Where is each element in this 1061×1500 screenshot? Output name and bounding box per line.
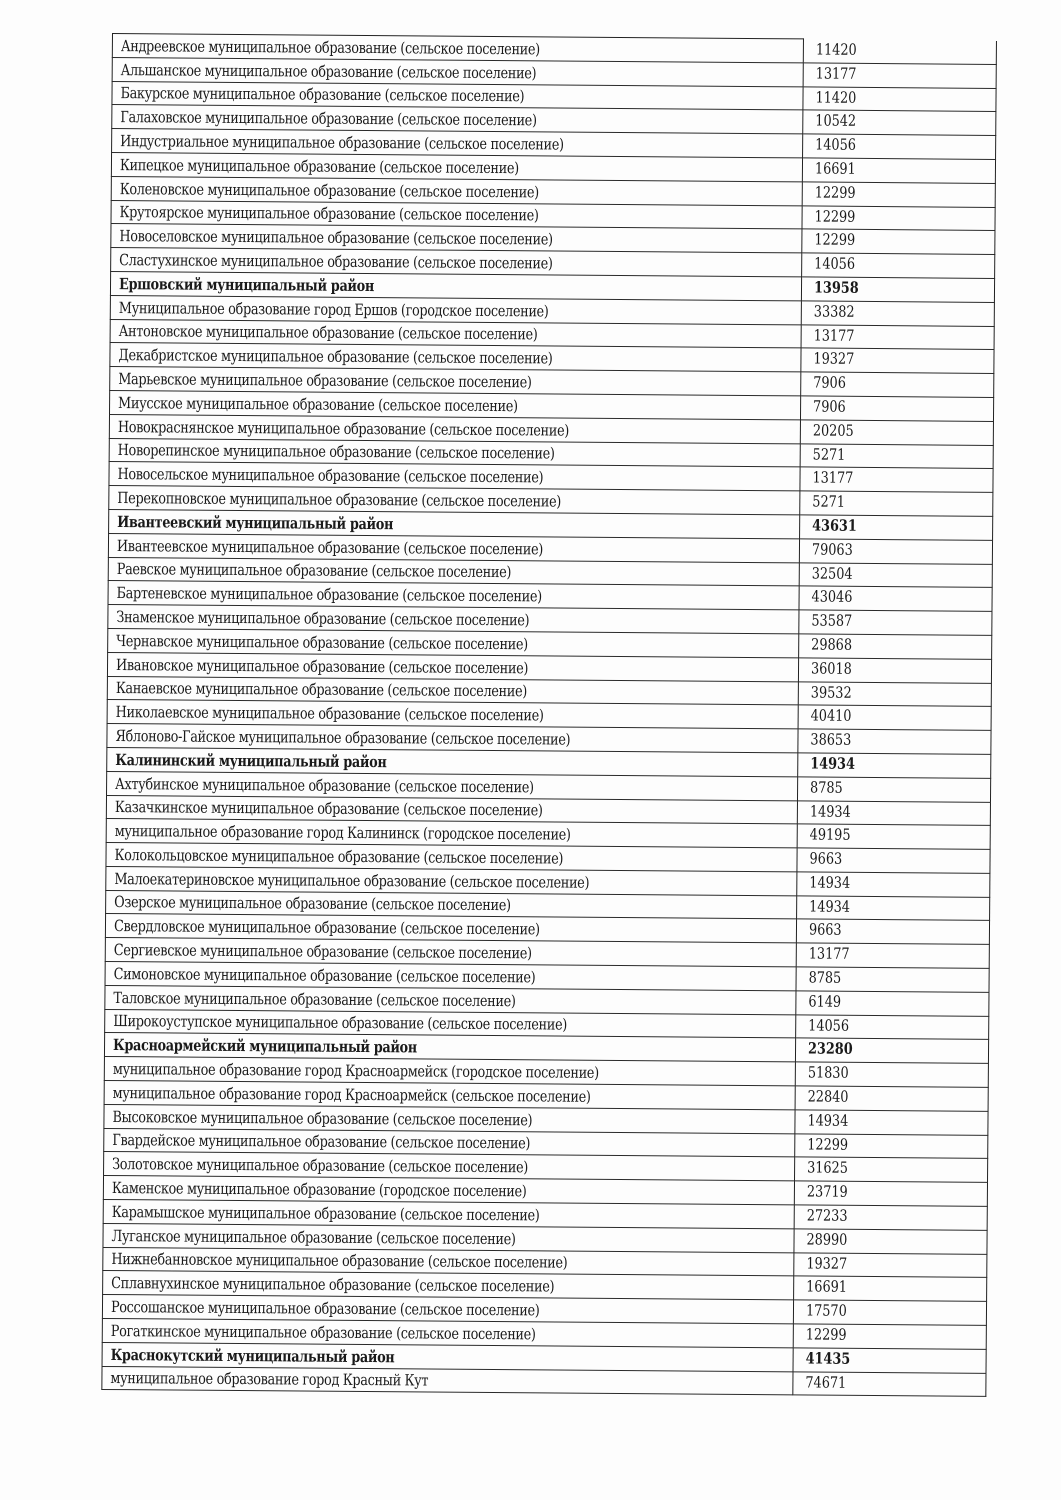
municipality-name: Антоновское муниципальное образование (сельское поселение) — [118, 322, 538, 344]
value: 32504 — [811, 564, 853, 583]
value-cell — [796, 1015, 989, 1040]
value: 39532 — [810, 683, 852, 702]
value: 9663 — [808, 920, 842, 940]
municipality-name: Симоновское муниципальное образование (сельское поселение) — [113, 964, 536, 987]
value: 5271 — [812, 492, 846, 511]
value: 41435 — [805, 1348, 851, 1368]
municipality-name: Бакурское муниципальное образование (сельское поселение) — [120, 84, 525, 106]
value-cell — [794, 1181, 987, 1206]
value: 28990 — [806, 1230, 848, 1249]
municipality-name: Кипецкое муниципальное образование (сельское поселение) — [119, 155, 519, 177]
value-cell — [800, 443, 993, 468]
table-body — [102, 34, 997, 1397]
value: 14056 — [808, 1016, 850, 1035]
value: 12299 — [814, 207, 856, 226]
value-cell — [800, 491, 993, 516]
municipality-name: Ивантеевское муниципальное образование (сельское поселение) — [116, 536, 544, 558]
value-cell — [800, 396, 993, 421]
value: 36018 — [810, 659, 852, 678]
value-cell — [799, 610, 992, 635]
municipality-name: Миусское муниципальное образование (сельское поселение) — [118, 393, 518, 415]
value-cell — [801, 277, 994, 302]
value: 12299 — [805, 1325, 847, 1344]
value: 8785 — [810, 778, 843, 797]
value: 20205 — [812, 421, 854, 440]
value: 5271 — [812, 445, 846, 464]
value-cell — [793, 1300, 986, 1325]
municipality-name: Рогаткинское муниципальное образование (сельское поселение) — [110, 1321, 536, 1344]
municipality-name: Декабристское муниципальное образование (сельское поселение) — [118, 346, 553, 368]
value: 9663 — [809, 849, 843, 868]
value-cell — [793, 1324, 986, 1349]
municipality-name: Карамышское муниципальное образование (сельское поселение) — [111, 1202, 540, 1225]
municipality-name: Сергиевское муниципальное образование (сельское поселение) — [113, 941, 532, 963]
value: 12299 — [814, 183, 856, 202]
value-cell — [802, 158, 995, 183]
municipality-name: муниципальное образование город Калининск (городское поселение) — [114, 822, 571, 844]
value-cell — [798, 681, 991, 706]
value-cell — [794, 1229, 987, 1254]
municipality-name: Таловское муниципальное образование (сельское поселение) — [113, 988, 516, 1010]
value: 14934 — [809, 897, 851, 916]
municipality-name: Россошанское муниципальное образование (сельское поселение) — [110, 1298, 540, 1320]
value-cell — [799, 562, 992, 587]
municipality-name: Казачкинское муниципальное образование (сельское поселение) — [114, 798, 543, 820]
municipality-name: Коленовское муниципальное образование (сельское поселение) — [119, 179, 539, 201]
municipality-name: Яблоново-Гайское муниципальное образование (сельское поселение) — [115, 726, 571, 749]
value: 12299 — [814, 230, 856, 250]
value: 14056 — [815, 135, 857, 155]
municipality-name: Ахтубинское муниципальное образование (сельское поселение) — [115, 774, 534, 796]
value: 31625 — [807, 1158, 848, 1178]
value-cell — [800, 467, 993, 492]
municipality-name: Крутоярское муниципальное образование (сельское поселение) — [119, 203, 539, 225]
value: 23719 — [806, 1182, 848, 1202]
value-cell — [802, 206, 995, 231]
value: 14934 — [810, 753, 855, 773]
municipality-name: Индустриальное муниципальное образование (сельское поселение) — [120, 132, 564, 154]
value-cell — [800, 420, 993, 445]
value-cell — [795, 1110, 988, 1135]
municipality-name: Новоселовское муниципальное образование (сельское поселение) — [119, 227, 553, 249]
value: 17570 — [805, 1301, 847, 1321]
value: 27233 — [806, 1206, 848, 1225]
value: 13177 — [812, 468, 854, 488]
value-cell — [793, 1348, 986, 1373]
value: 16691 — [814, 159, 856, 178]
municipality-name: Новокраснянское муниципальное образование (сельское поселение) — [117, 417, 570, 440]
municipality-name: муниципальное образование город Красный Кут — [110, 1369, 429, 1390]
value: 79063 — [811, 540, 853, 559]
municipality-name: Перекопновское муниципальное образование (сельское поселение) — [117, 488, 562, 511]
value-cell — [800, 515, 993, 540]
value: 51830 — [807, 1063, 849, 1083]
value: 7906 — [813, 397, 846, 416]
value-cell — [795, 1134, 988, 1159]
value-cell — [795, 1062, 988, 1087]
value-cell — [793, 1372, 986, 1397]
value: 49195 — [809, 825, 851, 845]
value-cell — [802, 182, 995, 207]
value: 19327 — [813, 349, 855, 369]
value-cell — [795, 1157, 988, 1182]
value-cell — [796, 967, 989, 992]
municipality-name: Новосельское муниципальное образование (сельское поселение) — [117, 465, 544, 487]
value: 74671 — [805, 1373, 847, 1392]
value: 12299 — [807, 1135, 849, 1154]
municipality-name: Красноармейский муниципальный район — [112, 1035, 417, 1057]
municipality-name: Гвардейское муниципальное образование (сельское поселение) — [112, 1131, 531, 1153]
value: 43631 — [812, 515, 857, 535]
value: 10542 — [815, 111, 857, 131]
value-cell — [801, 372, 994, 397]
value: 33382 — [813, 302, 855, 321]
value-cell — [801, 324, 994, 349]
value-cell — [795, 1038, 988, 1063]
value-cell — [803, 134, 996, 159]
municipality-name: Калининский муниципальный район — [115, 749, 387, 771]
value-cell — [796, 991, 989, 1016]
municipality-name-cell — [102, 1366, 793, 1395]
municipality-name: Новорепинское муниципальное образование (сельское поселение) — [117, 441, 555, 463]
value: 14934 — [809, 873, 851, 892]
value-cell — [799, 539, 992, 564]
municipality-name: Раевское муниципальное образование (сельское поселение) — [116, 560, 512, 582]
municipality-name: Николаевское муниципальное образование (сельское поселение) — [115, 703, 544, 725]
municipality-name: Ивантеевский муниципальный район — [117, 511, 394, 533]
value-cell — [794, 1253, 987, 1278]
value-cell — [798, 729, 991, 754]
value: 7906 — [813, 373, 846, 392]
value-cell — [803, 110, 996, 135]
municipality-name: Высоковское муниципальное образование (сельское поселение) — [112, 1107, 533, 1129]
municipality-name: Сплавнухинское муниципальное образование (сельское поселение) — [111, 1274, 555, 1296]
value-cell — [796, 943, 989, 968]
value-cell — [803, 63, 996, 88]
municipality-name: Краснокутский муниципальный район — [110, 1344, 395, 1366]
municipality-name: муниципальное образование город Красноармейск (сельское поселение) — [112, 1083, 591, 1106]
value-cell — [801, 348, 994, 373]
municipality-name: Ершовский муниципальный район — [118, 273, 375, 295]
municipality-name: Андреевское муниципальное образование (сельское поселение) — [120, 36, 540, 59]
municipality-name: Альшанское муниципальное образование (сельское поселение) — [120, 60, 537, 82]
municipality-name: Колокольцовское муниципальное образование (сельское поселение) — [114, 845, 564, 868]
value: 11420 — [815, 40, 857, 59]
value-cell — [797, 896, 990, 921]
municipality-name: Муниципальное образование город Ершов (городское поселение) — [118, 298, 549, 320]
value: 11420 — [815, 88, 857, 107]
value: 13958 — [813, 277, 859, 297]
value-cell — [802, 253, 995, 278]
value: 13177 — [813, 326, 855, 345]
municipality-name: Сластухинское муниципальное образование (сельское поселение) — [119, 251, 553, 273]
municipality-name: Озерское муниципальное образование (сельское поселение) — [114, 893, 511, 915]
municipality-name: Свердловское муниципальное образование (сельское поселение) — [113, 917, 540, 939]
value-cell — [803, 39, 996, 64]
value: 14934 — [809, 802, 851, 821]
municipality-name: Ивановское муниципальное образование (сельское поселение) — [115, 655, 529, 677]
value-cell — [797, 824, 990, 849]
municipality-name: Каменское муниципальное образование (городское поселение) — [111, 1179, 527, 1201]
value: 19327 — [806, 1254, 848, 1273]
value-cell — [798, 753, 991, 778]
value-cell — [794, 1205, 987, 1230]
municipality-name: Знаменское муниципальное образование (сельское поселение) — [116, 607, 530, 630]
value-cell — [798, 705, 991, 730]
value: 22840 — [807, 1087, 849, 1106]
municipality-name: Луганское муниципальное образование (сельское поселение) — [111, 1226, 516, 1248]
value-cell — [801, 301, 994, 326]
municipality-name: Чернавское муниципальное образование (сельское поселение) — [116, 631, 528, 654]
value: 23280 — [807, 1038, 853, 1059]
municipality-name: Широкоуступское муниципальное образование (сельское поселение) — [113, 1012, 568, 1035]
value-cell — [794, 1276, 987, 1301]
value-cell — [797, 800, 990, 825]
value: 43046 — [811, 587, 853, 607]
municipality-name: Нижнебанновское муниципальное образование (сельское поселение) — [111, 1250, 568, 1273]
value: 29868 — [811, 635, 853, 654]
value: 38653 — [810, 730, 852, 749]
value: 6149 — [808, 992, 842, 1011]
value: 14934 — [807, 1111, 849, 1130]
municipality-name: Малоекатериновское муниципальное образование (сельское поселение) — [114, 869, 590, 892]
value: 13177 — [808, 944, 850, 964]
value-cell — [797, 777, 990, 802]
value-cell — [799, 634, 992, 659]
municipality-name: Бартеневское муниципальное образование (сельское поселение) — [116, 584, 542, 606]
municipality-name: Золотовское муниципальное образование (сельское поселение) — [112, 1155, 529, 1177]
value-cell — [795, 1086, 988, 1111]
value: 13177 — [815, 64, 857, 83]
municipality-name: Канаевское муниципальное образование (сельское поселение) — [115, 679, 528, 701]
value: 8785 — [808, 968, 842, 987]
municipality-name: Галаховское муниципальное образование (сельское поселение) — [120, 108, 537, 130]
value: 16691 — [806, 1277, 848, 1297]
value-cell — [797, 872, 990, 897]
municipality-values-table — [101, 33, 997, 1397]
value: 40410 — [810, 706, 852, 726]
municipality-name: муниципальное образование город Красноармейск (городское поселение) — [112, 1060, 599, 1082]
value: 14056 — [814, 254, 856, 274]
value-cell — [797, 848, 990, 873]
value-cell — [799, 586, 992, 611]
value: 53587 — [811, 611, 853, 630]
value-cell — [803, 87, 996, 112]
municipality-name: Марьевское муниципальное образование (сельское поселение) — [118, 370, 532, 392]
value-cell — [802, 229, 995, 254]
value-cell — [796, 919, 989, 944]
value-cell — [798, 658, 991, 683]
